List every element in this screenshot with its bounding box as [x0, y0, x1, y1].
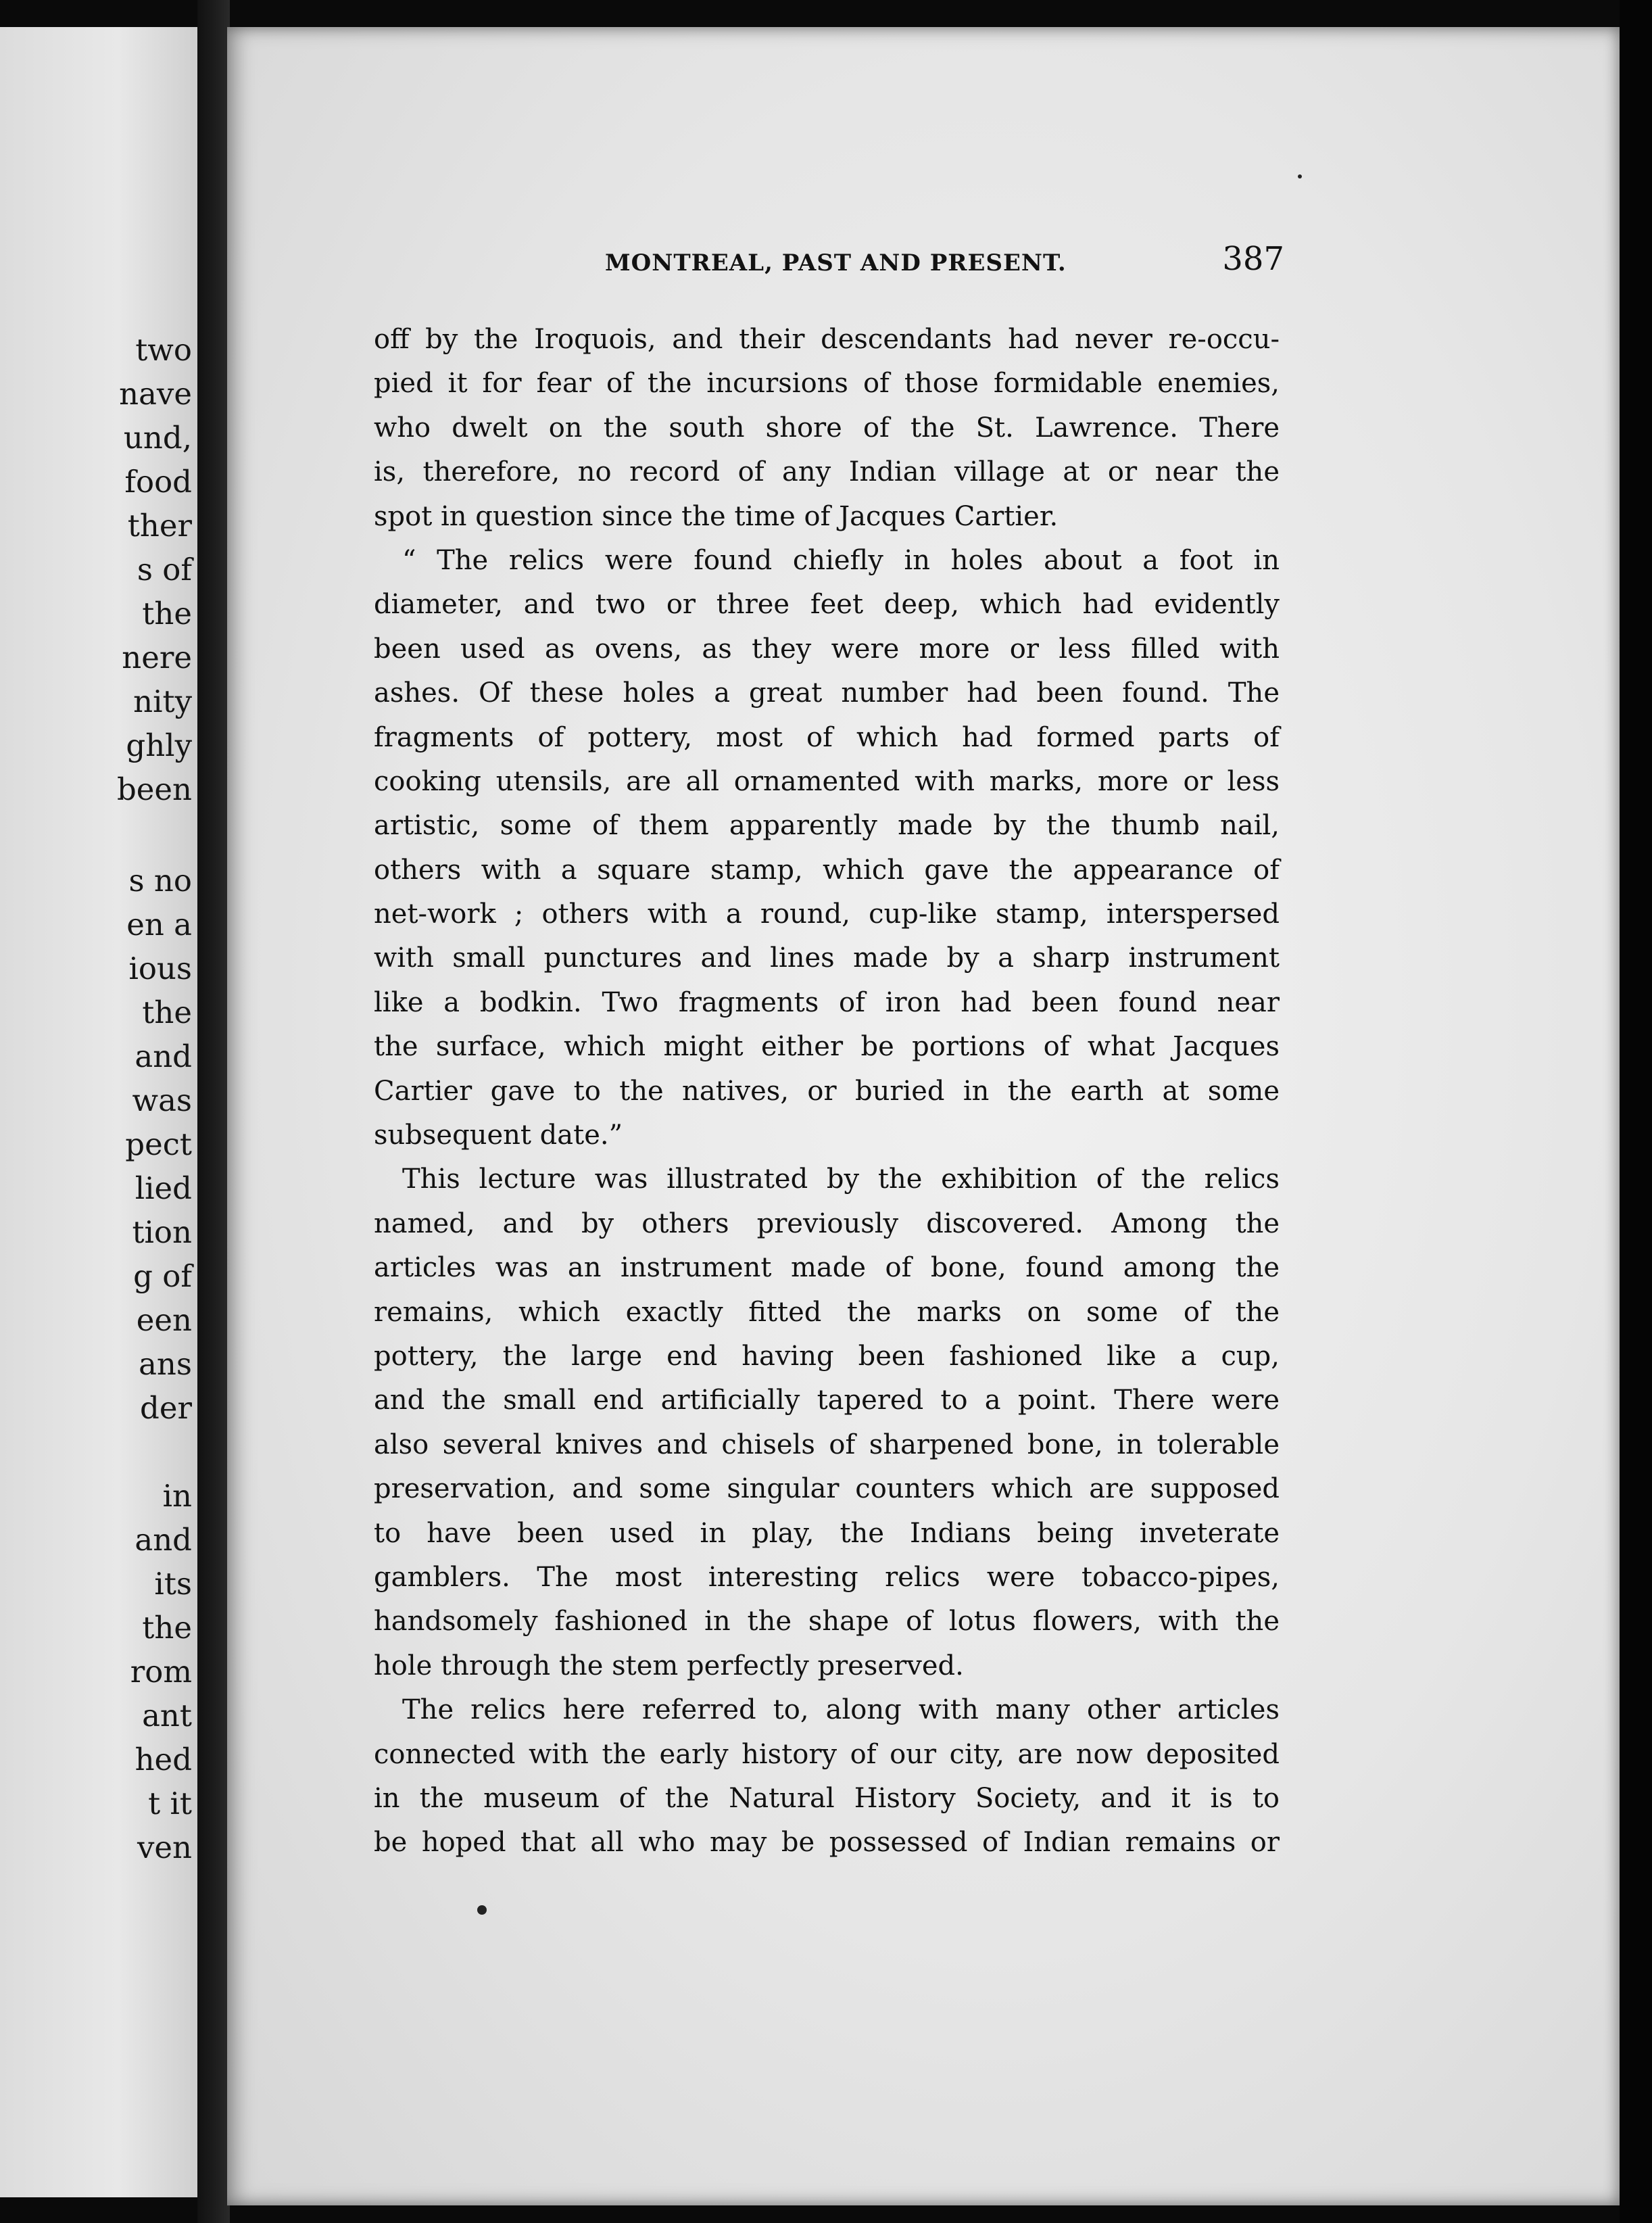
ink-speck	[477, 1905, 487, 1915]
text-line: “ The relics were found chiefly in holes about a foot in	[402, 544, 1280, 576]
text-line: and the small end artificially tapered to a point. There were	[374, 1385, 1280, 1416]
facing-page-fragment: und,	[123, 420, 192, 456]
text-line: pottery, the large end having been fashioned like a cup,	[374, 1340, 1280, 1372]
text-line: diameter, and two or three feet deep, which had evidently	[374, 589, 1280, 621]
text-line: to have been used in play, the Indians being inveterate	[374, 1517, 1280, 1549]
facing-page-fragment: en a	[126, 907, 192, 942]
facing-page-fragment: food	[124, 464, 192, 500]
facing-page-fragment: rom	[130, 1654, 192, 1690]
facing-page-fragment: and	[135, 1522, 192, 1558]
facing-page-fragment: een	[136, 1302, 192, 1338]
text-line: off by the Iroquois, and their descendants had never re-occu-	[374, 324, 1280, 355]
scan-border	[1620, 0, 1652, 2223]
text-line: remains, which exactly fitted the marks on some of the	[374, 1296, 1280, 1328]
book-gutter	[197, 0, 230, 2223]
text-line: cooking utensils, are all ornamented with marks, more or less	[374, 765, 1280, 797]
facing-page-fragment: hed	[135, 1742, 192, 1777]
text-line: with small punctures and lines made by a sharp instrument	[374, 942, 1280, 974]
text-line: preservation, and some singular counters which are supposed	[374, 1473, 1280, 1505]
facing-page-fragment: been	[116, 771, 192, 807]
text-line: also several knives and chisels of sharpened bone, in tolerable	[374, 1429, 1280, 1460]
text-line: subsequent date.”	[374, 1120, 623, 1151]
text-line: who dwelt on the south shore of the St. Lawrence. There	[374, 412, 1280, 444]
text-line: named, and by others previously discovered. Among the	[374, 1208, 1280, 1239]
facing-page-fragment: t it	[148, 1786, 192, 1821]
facing-page-fragment: lied	[135, 1170, 192, 1206]
facing-page-fragment: ther	[127, 508, 192, 544]
page-number: 387	[1222, 240, 1284, 278]
running-head: MONTREAL, PAST AND PRESENT.	[605, 249, 1067, 277]
text-line: artistic, some of them apparently made by the thumb nail,	[374, 810, 1280, 842]
text-line: been used as ovens, as they were more or less filled with	[374, 633, 1280, 665]
facing-page-fragment: the	[142, 995, 192, 1030]
text-line: is, therefore, no record of any Indian village at or near the	[374, 456, 1280, 488]
facing-page-fragment: nave	[119, 376, 192, 412]
text-line: like a bodkin. Two fragments of iron had been found near	[374, 986, 1280, 1018]
text-line: articles was an instrument made of bone, found among the	[374, 1252, 1280, 1284]
ink-speck	[1298, 174, 1302, 178]
facing-page-fragment: two	[135, 332, 192, 368]
facing-page	[0, 27, 197, 2197]
text-line: others with a square stamp, which gave the appearance of	[374, 854, 1280, 886]
facing-page-fragment: nere	[122, 640, 192, 675]
text-line: be hoped that all who may be possessed of Indian remains or	[374, 1827, 1280, 1859]
facing-page-fragment: nity	[133, 684, 192, 719]
facing-page-fragment: tion	[132, 1214, 192, 1250]
facing-page-fragment: and	[135, 1038, 192, 1074]
text-line: handsomely fashioned in the shape of lotus flowers, with the	[374, 1606, 1280, 1638]
text-line: spot in question since the time of Jacques Cartier.	[374, 500, 1059, 532]
text-line: hole through the stem perfectly preserved.	[374, 1650, 964, 1681]
text-line: Cartier gave to the natives, or buried in the earth at some	[374, 1075, 1280, 1107]
text-line: pied it for fear of the incursions of those formidable enemies,	[374, 368, 1280, 400]
facing-page-fragment: ant	[142, 1698, 192, 1734]
facing-page-fragment: g of	[133, 1258, 192, 1294]
text-line: This lecture was illustrated by the exhibition of the relics	[402, 1164, 1280, 1195]
text-line: ashes. Of these holes a great number had been found. The	[374, 677, 1280, 709]
facing-page-fragment: the	[142, 596, 192, 631]
facing-page-fragment: ven	[137, 1830, 192, 1865]
page-header	[368, 240, 1284, 281]
text-line: The relics here referred to, along with many other articles	[402, 1694, 1280, 1726]
facing-page-fragment: the	[142, 1610, 192, 1646]
page-body	[374, 318, 1280, 1865]
text-line: in the museum of the Natural History Society, and it is to	[374, 1782, 1280, 1814]
facing-page-fragment: ious	[128, 951, 192, 986]
facing-page-fragment: was	[132, 1082, 192, 1118]
text-line: fragments of pottery, most of which had formed parts of	[374, 721, 1280, 753]
facing-page-fragment: s of	[137, 552, 192, 588]
facing-page-fragment: der	[140, 1390, 192, 1426]
facing-page-fragment: pect	[125, 1126, 192, 1162]
facing-page-fragment: s no	[128, 863, 192, 899]
facing-page-fragment: in	[162, 1478, 192, 1514]
facing-page-fragment: ghly	[126, 727, 192, 763]
text-line: gamblers. The most interesting relics were tobacco-pipes,	[374, 1561, 1280, 1593]
facing-page-fragment: its	[154, 1566, 192, 1602]
facing-page-fragment: ans	[139, 1346, 192, 1382]
text-line: the surface, which might either be portions of what Jacques	[374, 1031, 1280, 1063]
text-line: net-work ; others with a round, cup-like stamp, interspersed	[374, 899, 1280, 930]
text-line: connected with the early history of our city, are now deposited	[374, 1738, 1280, 1770]
